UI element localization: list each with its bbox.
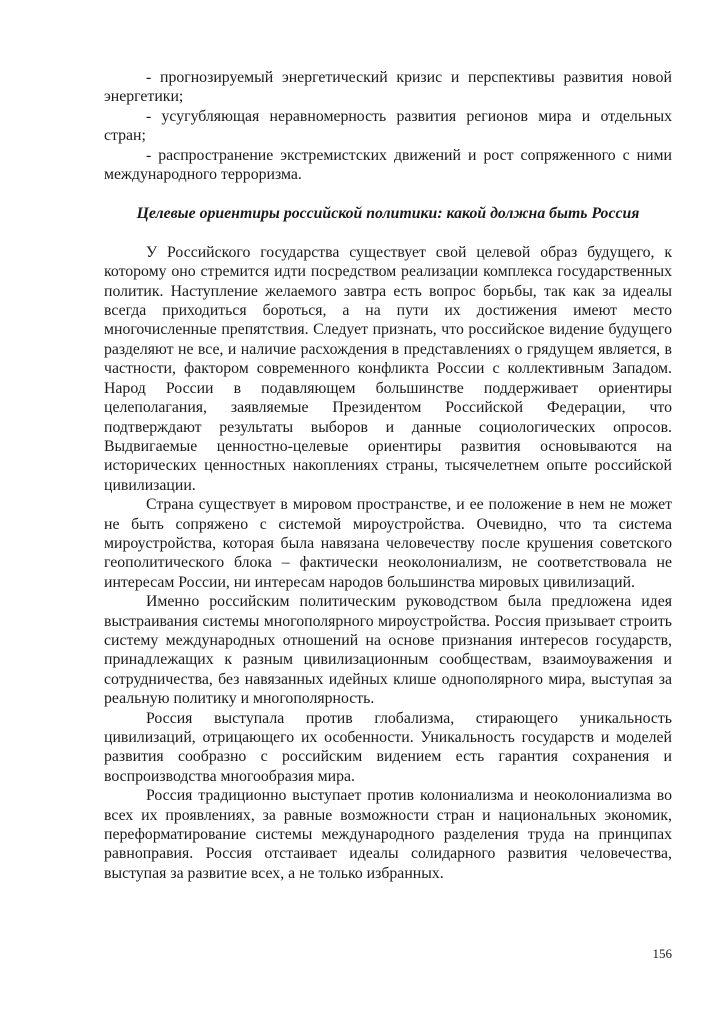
paragraph-colonialism: Россия традиционно выступает против колониализма и неоколониализма во всех их проявлениях, за равные возможности стран и национальных экономик, переформатирование системы международного разделения труда на принципах равноправия. Россия отстаивает идеалы солидарного развития человечества, выступая за развитие всех, а не только избранных. <box>104 787 672 882</box>
section-heading: Целевые ориентиры российской политики: какой должна быть Россия <box>136 205 640 223</box>
page-body <box>104 68 672 883</box>
list-item-regional-unevenness: - усугубляющая неравномерность развития регионов мира и отдельных стран; <box>104 107 672 145</box>
list-item-energy-crisis: - прогнозируемый энергетический кризис и перспективы развития новой энергетики; <box>104 69 672 106</box>
list-item-extremism: - распространение экстремистских движений и рост сопряженного с ними международного терроризма. <box>104 146 672 184</box>
paragraph-world-order: Страна существует в мировом пространстве, и ее положение в нем не может не быть сопряжено с системой мироустройства. Очевидно, что та система мироустройства, которая была навязана человечеству после крушения советского геополитического блока – фактически неоколониализм, не соответствовала не интересам России, ни интересам народов большинства мировых цивилизаций. <box>104 496 672 591</box>
paragraph-multipolarity: Именно российским политическим руководством была предложена идея выстраивания системы многополярного мироустройства. Россия призывает строить систему международных отношений на основе признания интересов государств, принадлежащих к разным цивилизационным сообществам, взаимоуважения и сотрудничества, без навязанных идейных клише однополярного мира, выступая за реальную политику и многополярность. <box>104 593 672 708</box>
page-number: 156 <box>652 946 672 961</box>
paragraph-future-image: У Российского государства существует свой целевой образ будущего, к которому оно стремится идти посредством реализации комплекса государственных политик. Наступление желаемого завтра есть вопрос борьбы, так как за идеалы всегда приходиться бороться, а на пути их достижения имеют место многочисленные препятствия. Следует признать, что российское видение будущего разделяют не все, и наличие расхождения в представлениях о грядущем является, в частности, фактором современного конфликта России с коллективным Западом. Народ России в подавляющем большинстве поддерживает ориентиры целеполагания, заявляемые Президентом Российской Федерации, что подтверждают результаты выборов и данные социологических опросов. Выдвигаемые ценностно-целевые ориентиры развития основываются на исторических ценностных накоплениях страны, тысячелетнем опыте российской цивилизации. <box>104 243 672 494</box>
paragraph-globalism: Россия выступала против глобализма, стирающего уникальность цивилизаций, отрицающего их особенности. Уникальность государств и моделей развития сообразно с российским видением есть гарантия сохранения и воспроизводства многообразия мира. <box>104 709 672 785</box>
